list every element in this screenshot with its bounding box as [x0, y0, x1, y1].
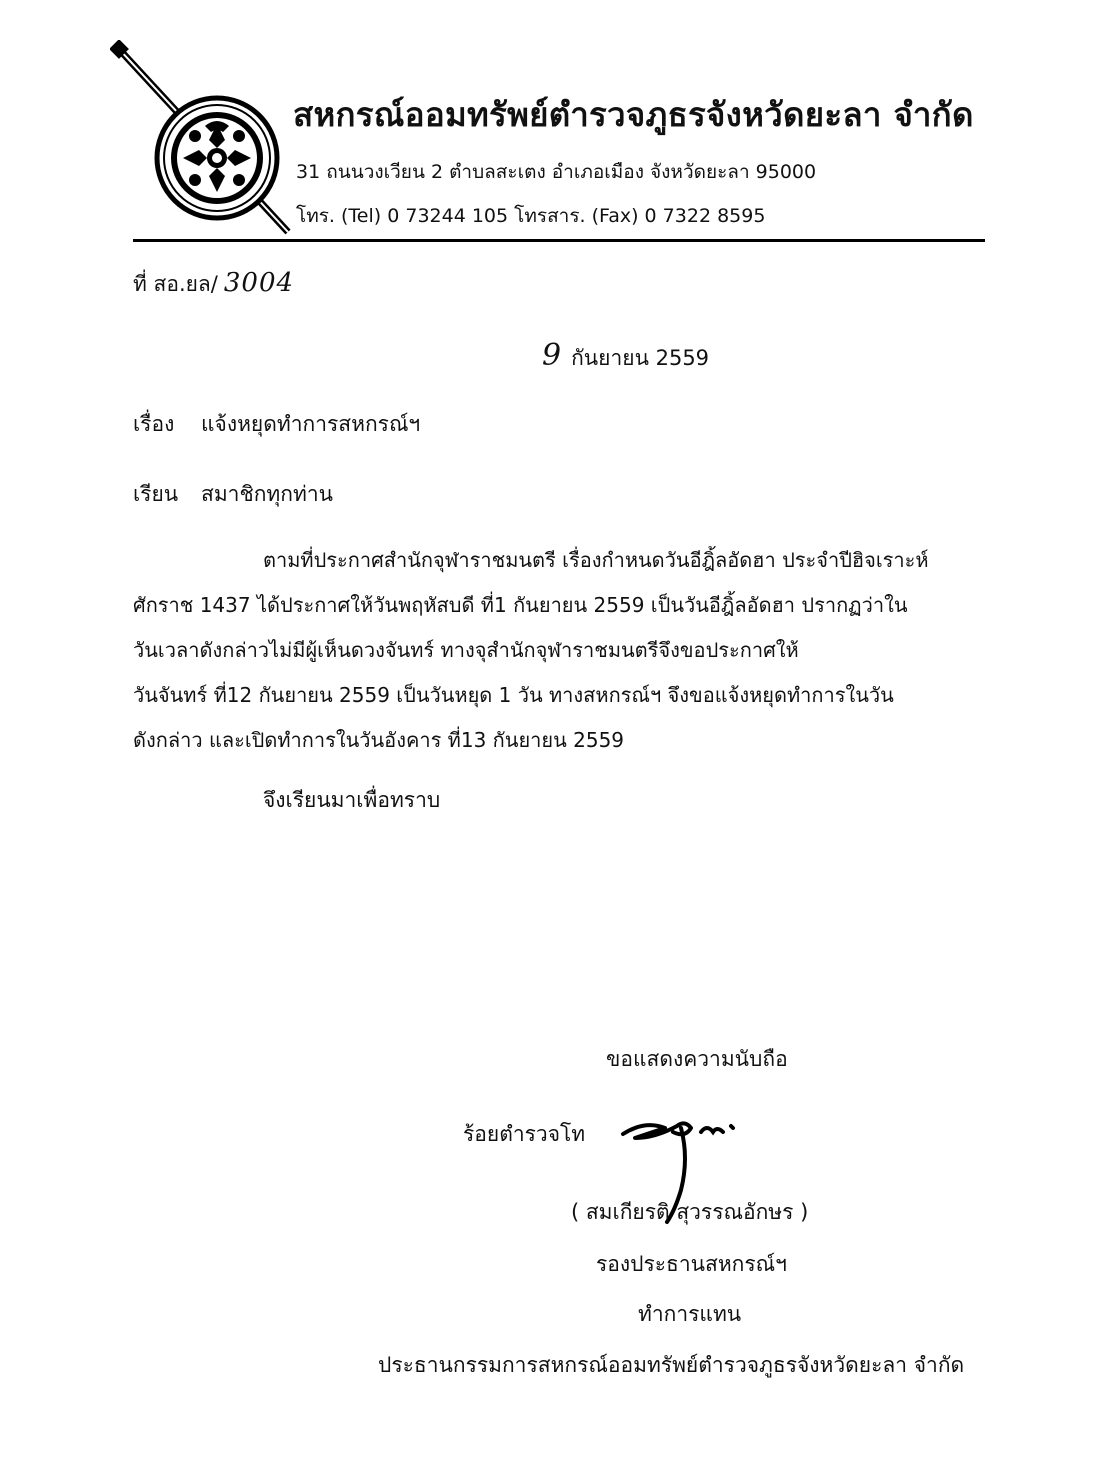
body-line: วันจันทร์ ที่12 กันยายน 2559 เป็นวันหยุด 1 วัน ทางสหกรณ์ฯ จึงขอแจ้งหยุดทำการในวัน	[133, 683, 894, 707]
letter-date	[542, 338, 709, 375]
subject-line	[133, 408, 420, 441]
date-month-year: กันยายน 2559	[571, 346, 710, 370]
body-line: ตามที่ประกาศสำนักจุฬาราชมนตรี เรื่องกำหนดวันอีฎิ้ลอัดฮา ประจำปีฮิจเราะห์	[263, 548, 929, 572]
signer-principal-position: ประธานกรรมการสหกรณ์ออมทรัพย์ตำรวจภูธรจังหวัดยะลา จำกัด	[378, 1353, 965, 1377]
recipient-line	[133, 478, 333, 511]
closing-line: จึงเรียนมาเพื่อทราบ	[263, 788, 441, 812]
regards-line: ขอแสดงความนับถือ	[606, 1047, 788, 1071]
recipient-label: เรียน	[133, 482, 179, 506]
letterhead-divider	[133, 239, 985, 242]
date-day-handwritten: 9	[542, 338, 562, 373]
police-emblem-logo	[110, 40, 300, 240]
signer-name: ( สมเกียรติ สุวรรณอักษร )	[571, 1200, 809, 1224]
body-line: ศักราช 1437 ได้ประกาศให้วันพฤหัสบดี ที่1 กันยายน 2559 เป็นวันอีฎิ้ลอัดฮา ปรากฏว่าใน	[133, 593, 908, 617]
organization-address: 31 ถนนวงเวียน 2 ตำบลสะเตง อำเภอเมือง จังหวัดยะลา 95000	[296, 161, 817, 183]
organization-name: สหกรณ์ออมทรัพย์ตำรวจภูธรจังหวัดยะลา จำกัด	[293, 95, 974, 134]
signer-position: รองประธานสหกรณ์ฯ	[596, 1252, 787, 1276]
reference-handwritten-number: 3004	[223, 268, 295, 298]
recipient-text: สมาชิกทุกท่าน	[201, 482, 333, 506]
reference-prefix: ที่ สอ.ยล/	[133, 272, 218, 296]
subject-label: เรื่อง	[133, 412, 175, 436]
organization-contact: โทร. (Tel) 0 73244 105 โทรสาร. (Fax) 0 7322 8595	[296, 205, 766, 227]
reference-number	[133, 268, 294, 301]
signer-acting-for: ทำการแทน	[638, 1302, 742, 1326]
signer-rank: ร้อยตำรวจโท	[463, 1122, 586, 1146]
letter-body	[133, 538, 1001, 763]
subject-text: แจ้งหยุดทำการสหกรณ์ฯ	[201, 412, 421, 436]
body-line: ดังกล่าว และเปิดทำการในวันอังคาร ที่13 กันยายน 2559	[133, 728, 625, 752]
body-line: วันเวลาดังกล่าวไม่มีผู้เห็นดวงจันทร์ ทางจุสำนักจุฬาราชมนตรีจึงขอประกาศให้	[133, 638, 799, 662]
